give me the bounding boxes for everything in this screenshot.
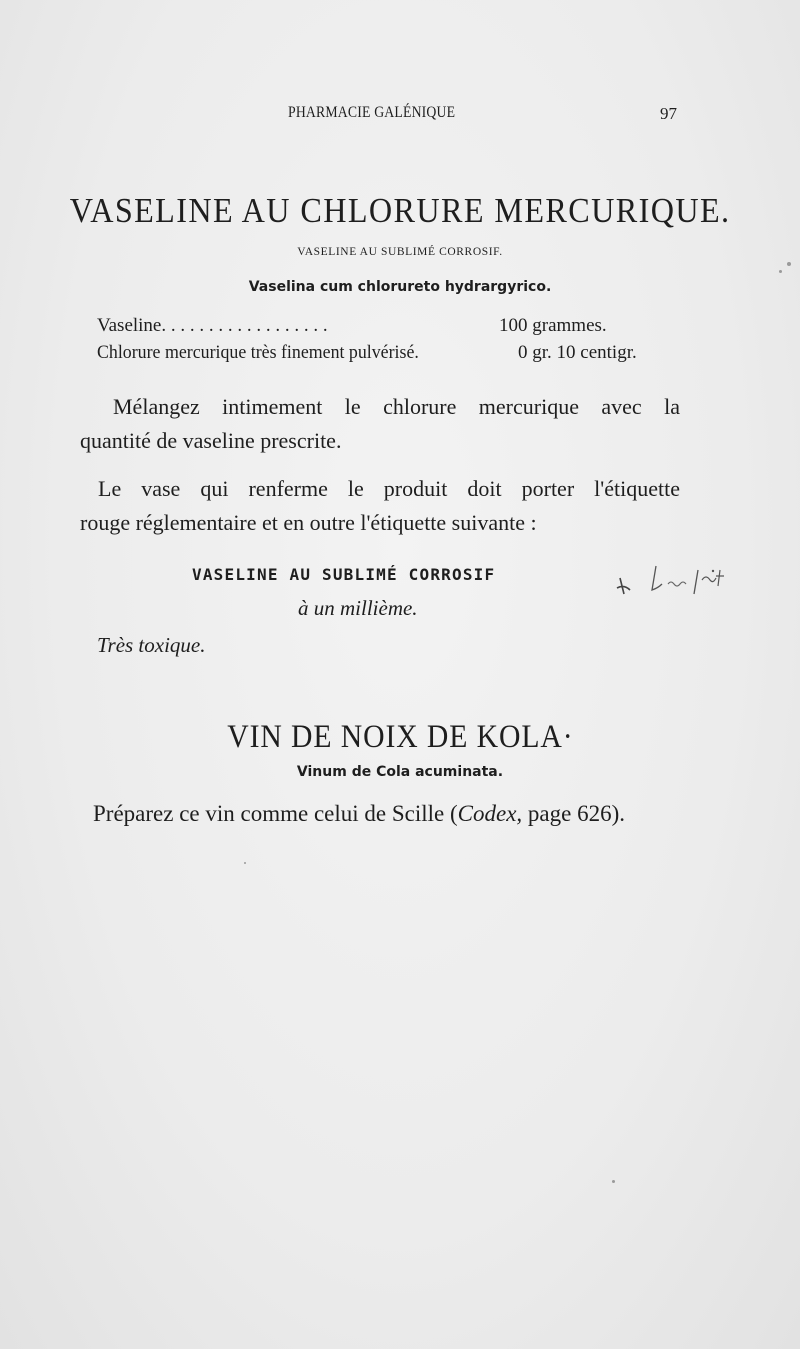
instruction-paragraph [80,390,680,458]
instruction-paragraph [80,472,680,540]
closing-text-end: page 626). [522,801,625,826]
latin-name-2: Vinum de Cola acuminata. [296,764,504,780]
paper-speck [779,270,782,273]
paper-speck [787,262,791,266]
paper-speck [612,1180,615,1183]
paragraph-line: Mélangez intimement le chlorure mercurique avec la [113,394,680,419]
closing-instruction [93,801,625,827]
paragraph-line: rouge réglementaire et en outre l'étiquette suivante : [80,510,537,535]
latin-name: Vaselina cum chlorureto hydrargyrico. [248,279,552,295]
handwritten-annotation [612,560,742,610]
running-head [0,104,800,128]
label-title: VASELINE AU SUBLIMÉ CORROSIF [192,565,496,584]
paper-speck [244,862,246,864]
section-heading-2 [0,719,800,756]
closing-text-start: Préparez ce vin comme celui de Scille ( [93,801,458,826]
codex-reference: Codex, [457,801,523,826]
page-number: 97 [660,104,677,123]
synonym-subtitle: VASELINE AU SUBLIMÉ CORROSIF. [297,246,503,258]
running-title: PHARMACIE GALÉNIQUE [288,104,456,121]
ingredient-quantity: 0 gr. 10 centigr. [518,342,637,363]
paragraph-line: quantité de vaseline prescrite. [80,428,342,453]
section-heading-text: VASELINE AU CHLORURE MERCURIQUE. [69,191,731,230]
ingredient-quantity: 100 grammes. [499,315,607,336]
label-warning: Très toxique. [97,633,206,657]
label-subtitle: à un millième. [298,596,418,620]
paragraph-line: Le vase qui renferme le produit doit porter l'étiquette [98,476,680,501]
ingredient-name: Chlorure mercurique très finement pulvérisé. [97,342,419,363]
section-heading-2-text: VIN DE NOIX DE KOLA· [226,719,574,755]
section-heading [0,191,800,231]
ingredient-name: Vaseline. . . . . . . . . . . . . . . . . . [97,315,328,336]
